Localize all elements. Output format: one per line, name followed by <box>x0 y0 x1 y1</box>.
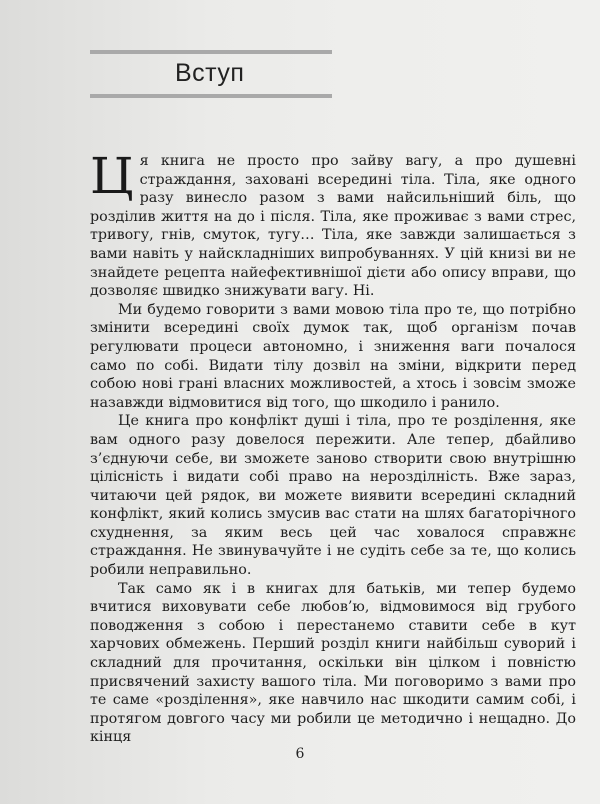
paragraph-1-text: я книга не просто про зайву вагу, а про душевні страждання, заховані всередині тіла. Тіла, яке одного разу винесло разом з вами найсильніший біль, що розділив життя на до і після. Тіла, яке проживає з вами стрес, тривогу, гнів, смуток, тугу… Тіла, яке завжди залишається з вами навіть у найскладніших випробуваннях. У цій книзі ви не знайдете рецепта найефективнішої дієти або опису вправи, що дозволяє швидко знижувати вагу. Ні. <box>90 153 576 300</box>
drop-cap-letter: Ц <box>90 147 134 205</box>
title-rule-top <box>90 50 332 54</box>
paragraph-3: Це книга про конфлікт душі і тіла, про те розділення, яке вам одного разу довелося пережити. Але тепер, дбайливо з’єднуючи себе, ви зможете заново створити свою внутрішню цілісність і видати собі право на нерозділність. Вже зараз, читаючи цей рядок, ви можете виявити всередині складний конфлікт, який колись змусив вас стати на шлях багаторічного схуднення, за яким весь цей час ховалося справжнє страждання. Не звинувачуйте і не судіть себе за те, що колись робили неправильно. <box>90 413 576 579</box>
title-rule-bottom <box>90 94 332 98</box>
paragraph-2: Ми будемо говорити з вами мовою тіла про те, що потрібно змінити всередині своїх думок так, щоб організм почав регулювати процеси автономно, і зниження ваги почалося само по собі. Видати тілу дозвіл на зміни, відкрити перед собою нові грані власних можливостей, а хтось і зовсім зможе назавжди відмовитися від того, що шкодило і ранило. <box>90 301 576 411</box>
chapter-title: Вступ <box>175 59 245 87</box>
body-text <box>90 147 576 747</box>
paragraph-4: Так само як і в книгах для батьків, ми тепер будемо вчитися виховувати себе любов’ю, відмовимося від грубого поводження з собою і перестанемо ставити себе в кут харчових обмежень. Перший розділ книги найбільш суворий і складний для прочитання, оскільки він цілком і повністю присвячений захисту вашого тіла. Ми поговоримо з вами про те саме «розділення», яке навчило нас шкодити самим собі, і протягом довгого часу ми робили це методично і нещадно. До кінця <box>90 580 576 746</box>
page-number: 6 <box>295 746 305 762</box>
paragraph-1 <box>90 147 576 301</box>
